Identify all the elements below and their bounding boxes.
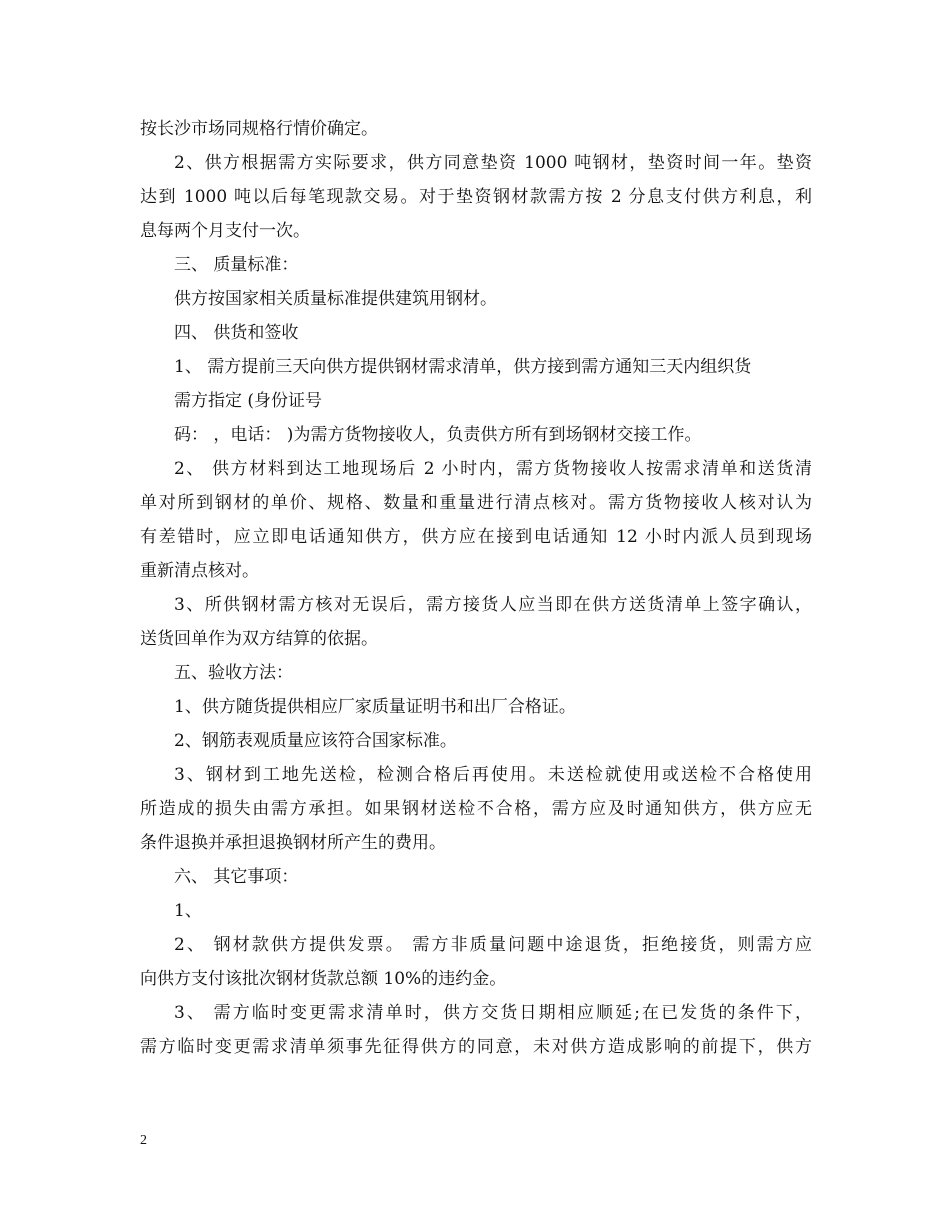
text-line: 2、供方根据需方实际要求，供方同意垫资 1000 吨钢材，垫资时间一年。垫资 xyxy=(174,153,812,173)
text-line: 送货回单作为双方结算的依据。 xyxy=(140,629,378,649)
text-line: 单对所到钢材的单价、规格、数量和重量进行清点核对。需方货物接收人核对认为 xyxy=(140,493,812,513)
text-line: 向供方支付该批次钢材货款总额 10%的违约金。 xyxy=(140,969,507,989)
page-number: 2 xyxy=(140,1133,147,1148)
text-line: 3、所供钢材需方核对无误后，需方接货人应当即在供方送货清单上签字确认， xyxy=(174,595,812,615)
text-line: 2、钢筋表观质量应该符合国家标准。 xyxy=(174,731,457,751)
text-line: 2、 钢材款供方提供发票。 需方非质量问题中途退货，拒绝接货，则需方应 xyxy=(174,935,812,955)
text-line: 按长沙市场同规格行情价确定。 xyxy=(140,119,378,139)
text-line: 3、钢材到工地先送检，检测合格后再使用。未送检就使用或送检不合格使用 xyxy=(174,765,812,785)
text-line: 所造成的损失由需方承担。如果钢材送检不合格，需方应及时通知供方，供方应无 xyxy=(140,799,812,819)
text-line: 息每两个月支付一次。 xyxy=(140,221,310,241)
text-line: 有差错时，应立即电话通知供方，供方应在接到电话通知 12 小时内派人员到现场 xyxy=(140,527,812,547)
section-heading-quality: 三、 质量标准： xyxy=(174,255,299,275)
document-body xyxy=(140,112,812,1064)
text-line: 码： ，电话： )为需方货物接收人，负责供方所有到场钢材交接工作。 xyxy=(174,425,702,445)
text-line: 需方临时变更需求清单须事先征得供方的同意，未对供方造成影响的前提下，供方 xyxy=(140,1037,812,1057)
text-line: 1、 xyxy=(174,901,202,921)
text-line: 1、 需方提前三天向供方提供钢材需求清单，供方接到需方通知三天内组织货 xyxy=(174,357,752,377)
text-line: 3、 需方临时变更需求清单时，供方交货日期相应顺延;在已发货的条件下， xyxy=(174,1003,812,1023)
text-line: 重新清点核对。 xyxy=(140,561,259,581)
section-heading-supply: 四、 供货和签收 xyxy=(174,323,299,343)
text-line: 需方指定 (身份证号 xyxy=(174,391,323,411)
text-line: 2、 供方材料到达工地现场后 2 小时内，需方货物接收人按需求清单和送货清 xyxy=(174,459,812,479)
section-heading-acceptance: 五、验收方法： xyxy=(174,663,293,683)
section-heading-other: 六、 其它事项： xyxy=(174,867,299,887)
text-line: 1、供方随货提供相应厂家质量证明书和出厂合格证。 xyxy=(174,697,576,717)
text-line: 达到 1000 吨以后每笔现款交易。对于垫资钢材款需方按 2 分息支付供方利息，利 xyxy=(140,187,812,207)
text-line: 条件退换并承担退换钢材所产生的费用。 xyxy=(140,833,446,853)
text-line: 供方按国家相关质量标准提供建筑用钢材。 xyxy=(174,289,497,309)
